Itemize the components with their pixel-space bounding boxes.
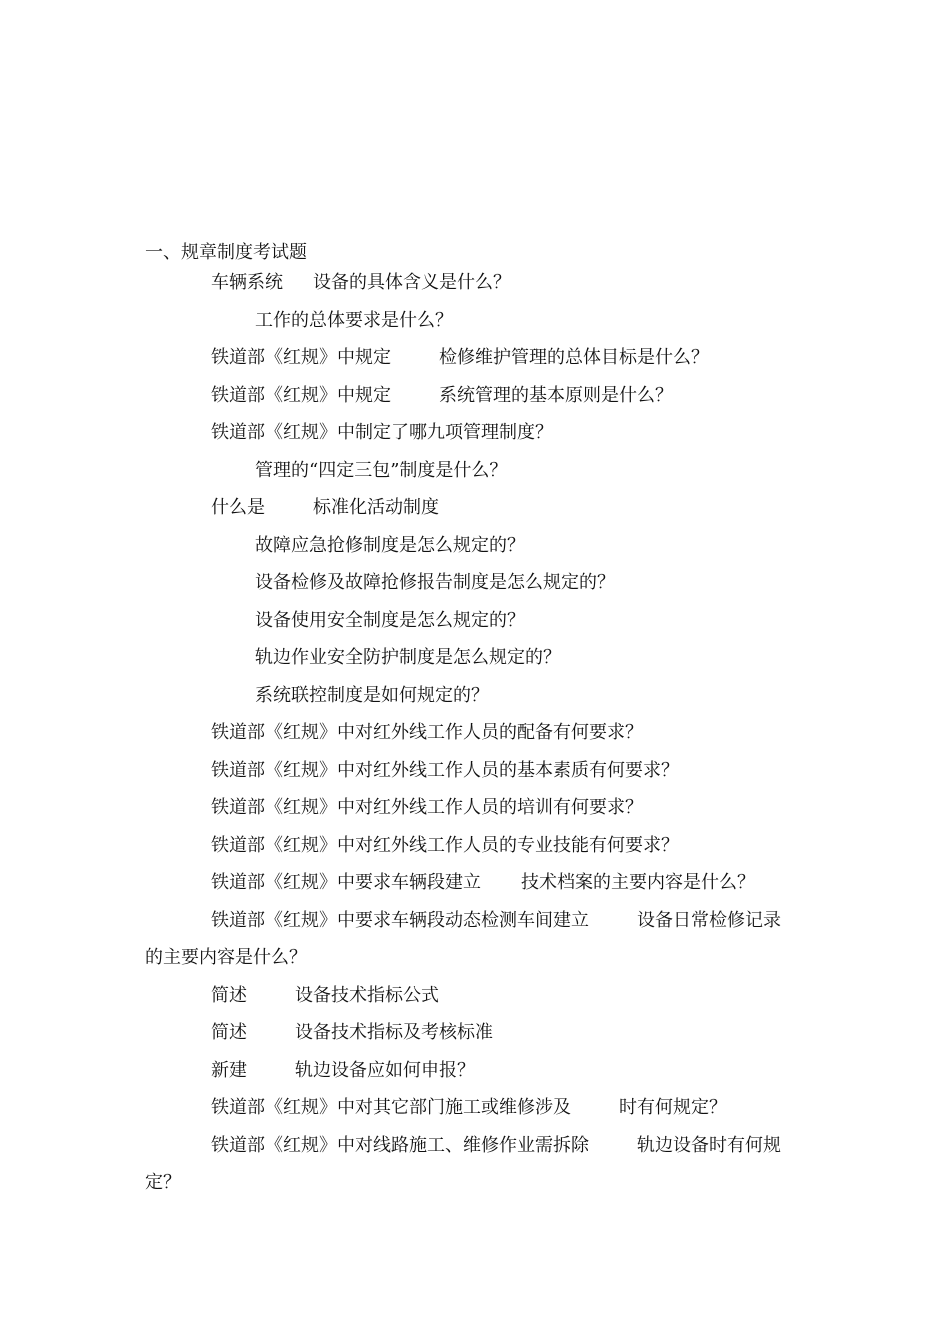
- question-text: 简述: [211, 1022, 247, 1043]
- question-line: [145, 607, 815, 645]
- question-text: 铁道部《红规》中对其它部门施工或维修涉及: [211, 1097, 571, 1118]
- question-text: 铁道部《红规》中要求车辆段建立: [211, 872, 481, 893]
- question-text: 铁道部《红规》中制定了哪九项管理制度？: [211, 422, 553, 443]
- question-text-continued: 设备技术指标及考核标准: [295, 1022, 493, 1043]
- question-text: 铁道部《红规》中对线路施工、维修作业需拆除: [211, 1134, 589, 1156]
- question-line: [145, 794, 815, 832]
- question-line: [145, 644, 815, 682]
- question-line: [145, 1094, 815, 1132]
- question-text-continued: 系统管理的基本原则是什么？: [439, 384, 673, 406]
- question-text: 设备使用安全制度是怎么规定的？: [255, 609, 525, 631]
- question-text: 铁道部《红规》中对红外线工作人员的配备有何要求？: [211, 722, 643, 743]
- question-text: 铁道部《红规》中规定: [211, 384, 391, 406]
- question-text: 铁道部《红规》中对红外线工作人员的培训有何要求？: [211, 797, 643, 818]
- question-text-continued: 轨边设备时有何规: [637, 1134, 781, 1156]
- question-text-continued: 检修维护管理的总体目标是什么？: [439, 347, 709, 368]
- question-line: [145, 494, 815, 532]
- question-text-continued: 轨边设备应如何申报？: [295, 1059, 475, 1081]
- question-line: [145, 269, 815, 307]
- question-line: [145, 1169, 815, 1207]
- question-line: [145, 1132, 815, 1170]
- question-text: 铁道部《红规》中要求车辆段动态检测车间建立: [211, 909, 589, 931]
- question-text-continued: 设备的具体含义是什么？: [313, 272, 511, 293]
- question-text: 定？: [145, 1172, 181, 1193]
- question-line: [145, 869, 815, 907]
- question-text: 简述: [211, 984, 247, 1006]
- question-text-continued: 时有何规定？: [619, 1097, 727, 1118]
- question-line: [145, 569, 815, 607]
- question-text: 工作的总体要求是什么？: [255, 309, 453, 331]
- question-line: [145, 344, 815, 382]
- question-text-continued: 技术档案的主要内容是什么？: [521, 872, 755, 893]
- question-text: 系统联控制度是如何规定的？: [255, 684, 489, 706]
- question-text: 什么是: [211, 497, 265, 518]
- question-line: [145, 1057, 815, 1095]
- question-text: 管理的“四定三包”制度是什么？: [255, 459, 508, 481]
- section-title: 一、规章制度考试题: [145, 242, 307, 263]
- question-text: 设备检修及故障抢修报告制度是怎么规定的？: [255, 572, 615, 593]
- question-line: [145, 457, 815, 495]
- question-text: 铁道部《红规》中对红外线工作人员的基本素质有何要求？: [211, 759, 679, 781]
- question-line: [145, 307, 815, 345]
- question-line: [145, 419, 815, 457]
- question-line: [145, 832, 815, 870]
- question-line: [145, 982, 815, 1020]
- question-line: [145, 682, 815, 720]
- question-line: [145, 382, 815, 420]
- question-line: [145, 1019, 815, 1057]
- question-text: 车辆系统: [211, 272, 283, 293]
- question-list: [145, 269, 815, 1207]
- question-line: [145, 719, 815, 757]
- question-text-continued: 标准化活动制度: [313, 497, 439, 518]
- question-text-continued: 设备技术指标公式: [295, 984, 439, 1006]
- question-line: [145, 944, 815, 982]
- question-text: 新建: [211, 1059, 247, 1081]
- question-text: 的主要内容是什么？: [145, 947, 307, 968]
- question-line: [145, 532, 815, 570]
- question-text: 轨边作业安全防护制度是怎么规定的？: [255, 647, 561, 668]
- question-text: 故障应急抢修制度是怎么规定的？: [255, 534, 525, 556]
- question-text-continued: 设备日常检修记录: [637, 909, 781, 931]
- question-text: 铁道部《红规》中对红外线工作人员的专业技能有何要求？: [211, 834, 679, 856]
- question-line: [145, 907, 815, 945]
- question-line: [145, 757, 815, 795]
- question-text: 铁道部《红规》中规定: [211, 347, 391, 368]
